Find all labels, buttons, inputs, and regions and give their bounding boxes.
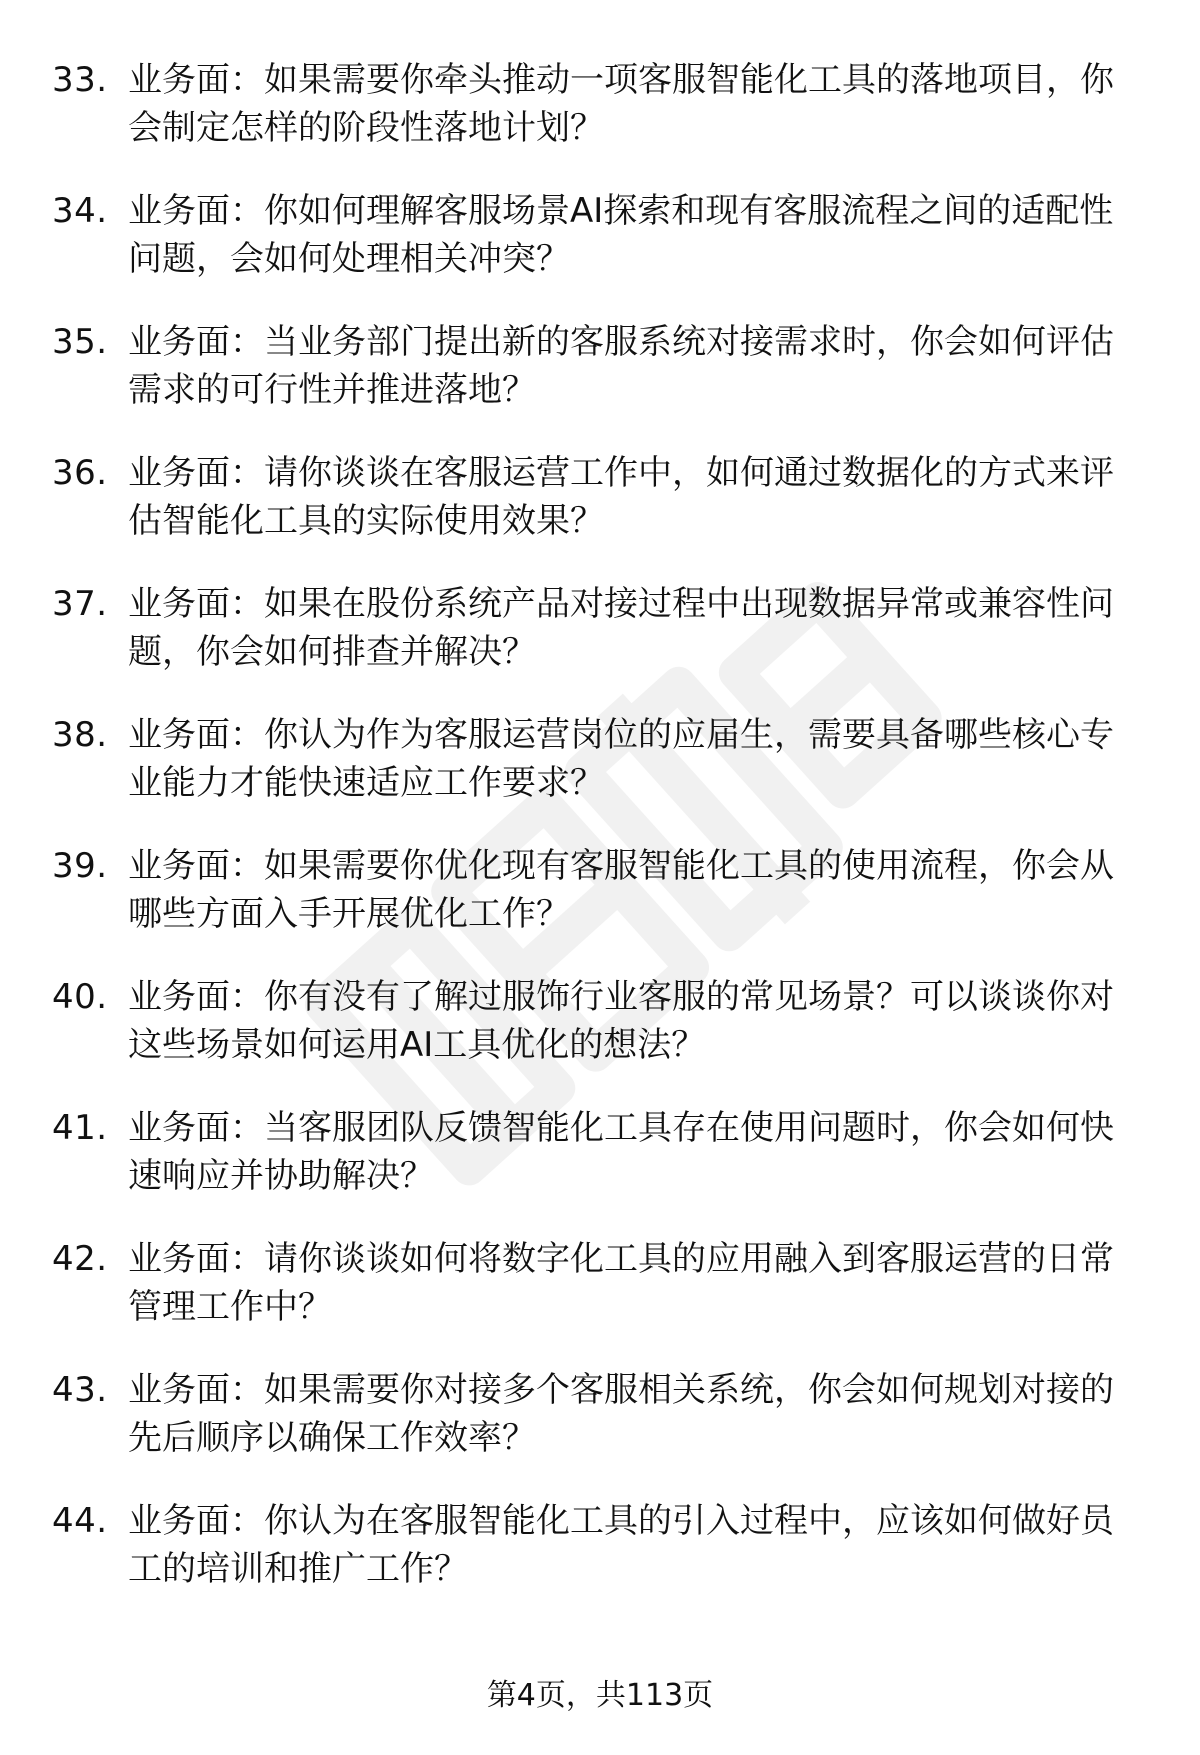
list-item	[52, 318, 1152, 449]
question-text: 业务面：当业务部门提出新的客服系统对接需求时，你会如何评估需求的可行性并推进落地？	[128, 322, 1114, 410]
list-item	[52, 711, 1152, 842]
question-text: 业务面：你如何理解客服场景AI探索和现有客服流程之间的适配性问题，会如何处理相关冲突？	[128, 191, 1114, 279]
question-text: 业务面：如果在股份系统产品对接过程中出现数据异常或兼容性问题，你会如何排查并解决？	[128, 584, 1114, 672]
question-text: 业务面：你有没有了解过服饰行业客服的常见场景？可以谈谈你对这些场景如何运用AI工具优化的想法？	[128, 977, 1114, 1065]
list-item	[52, 56, 1152, 187]
list-item	[52, 842, 1152, 973]
question-number: 40.	[52, 977, 108, 1017]
question-number: 42.	[52, 1239, 108, 1279]
list-item	[52, 580, 1152, 711]
question-number: 38.	[52, 715, 108, 755]
list-item	[52, 187, 1152, 318]
question-number: 41.	[52, 1108, 108, 1148]
list-item	[52, 973, 1152, 1104]
list-item	[52, 1104, 1152, 1235]
question-text: 业务面：你认为作为客服运营岗位的应届生，需要具备哪些核心专业能力才能快速适应工作要求？	[128, 715, 1114, 803]
question-number: 43.	[52, 1370, 108, 1410]
question-number: 35.	[52, 322, 108, 362]
question-text: 业务面：如果需要你优化现有客服智能化工具的使用流程，你会从哪些方面入手开展优化工作？	[128, 846, 1114, 934]
question-text: 业务面：你认为在客服智能化工具的引入过程中，应该如何做好员工的培训和推广工作？	[128, 1501, 1114, 1589]
question-number: 39.	[52, 846, 108, 886]
question-number: 34.	[52, 191, 108, 231]
list-item	[52, 1366, 1152, 1497]
question-text: 业务面：请你谈谈如何将数字化工具的应用融入到客服运营的日常管理工作中？	[128, 1239, 1114, 1327]
list-item	[52, 1497, 1152, 1628]
question-number: 44.	[52, 1501, 108, 1541]
page-footer: 第4页，共113页	[486, 1678, 714, 1713]
list-item	[52, 449, 1152, 580]
question-text: 业务面：当客服团队反馈智能化工具存在使用问题时，你会如何快速响应并协助解决？	[128, 1108, 1114, 1196]
question-number: 33.	[52, 60, 108, 100]
question-number: 36.	[52, 453, 108, 493]
question-list	[52, 56, 1152, 1628]
question-text: 业务面：请你谈谈在客服运营工作中，如何通过数据化的方式来评估智能化工具的实际使用效果？	[128, 453, 1114, 541]
question-number: 37.	[52, 584, 108, 624]
list-item	[52, 1235, 1152, 1366]
question-text: 业务面：如果需要你牵头推动一项客服智能化工具的落地项目，你会制定怎样的阶段性落地计划？	[128, 60, 1114, 148]
question-text: 业务面：如果需要你对接多个客服相关系统，你会如何规划对接的先后顺序以确保工作效率？	[128, 1370, 1114, 1458]
